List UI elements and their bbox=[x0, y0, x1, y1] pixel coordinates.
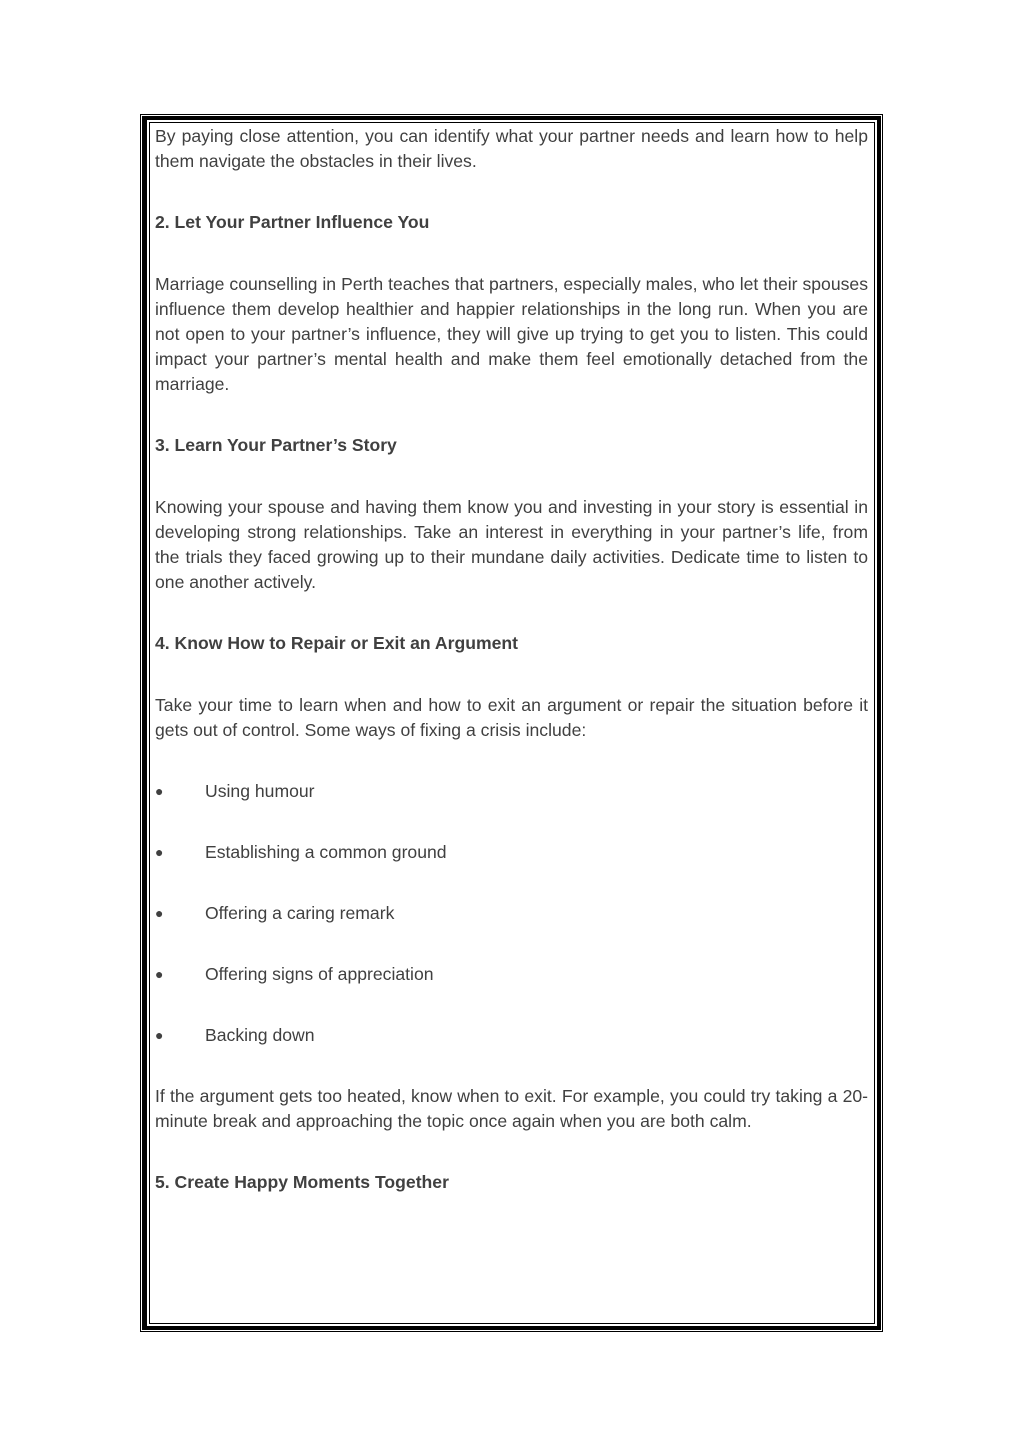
list-item bbox=[155, 779, 868, 804]
section-heading-2: 2. Let Your Partner Influence You bbox=[155, 212, 430, 232]
list-item-text: Backing down bbox=[205, 1025, 315, 1045]
list-item bbox=[155, 901, 868, 926]
bullet-icon: ● bbox=[155, 844, 164, 860]
list-item bbox=[155, 962, 868, 987]
section-heading-5: 5. Create Happy Moments Together bbox=[155, 1172, 449, 1192]
section-body-3: Knowing your spouse and having them know you and investing in your story is essential in developing strong relationships. Take an interest in everything in your partner’s life, from the trials they faced growing up to their mundane daily activities. Dedicate time to listen to one another actively. bbox=[155, 497, 868, 592]
list-item bbox=[155, 840, 868, 865]
document-body bbox=[155, 124, 868, 1232]
intro-paragraph: By paying close attention, you can identify what your partner needs and learn how to help them navigate the obstacles in their lives. bbox=[155, 126, 868, 171]
section-body-2: Marriage counselling in Perth teaches that partners, especially males, who let their spouses influence them develop healthier and happier relationships in the long run. When you are not open to your partner’s influence, they will give up trying to get you to listen. This could impact your partner’s mental health and make them feel emotionally detached from the marriage. bbox=[155, 274, 868, 394]
section-body-4: Take your time to learn when and how to exit an argument or repair the situation before it gets out of control. Some ways of fixing a crisis include: bbox=[155, 695, 868, 740]
list-item bbox=[155, 1023, 868, 1048]
list-item-text: Using humour bbox=[205, 781, 315, 801]
section-heading-4: 4. Know How to Repair or Exit an Argument bbox=[155, 633, 518, 653]
bullet-icon: ● bbox=[155, 783, 164, 799]
bullet-icon: ● bbox=[155, 905, 164, 921]
list-item-text: Offering signs of appreciation bbox=[205, 964, 434, 984]
section-followup-4: If the argument gets too heated, know when to exit. For example, you could try taking a 20-minute break and approaching the topic once again when you are both calm. bbox=[155, 1086, 868, 1131]
bullet-icon: ● bbox=[155, 966, 164, 982]
section-heading-3: 3. Learn Your Partner’s Story bbox=[155, 435, 397, 455]
list-item-text: Offering a caring remark bbox=[205, 903, 395, 923]
list-item-text: Establishing a common ground bbox=[205, 842, 447, 862]
bullet-icon: ● bbox=[155, 1027, 164, 1043]
